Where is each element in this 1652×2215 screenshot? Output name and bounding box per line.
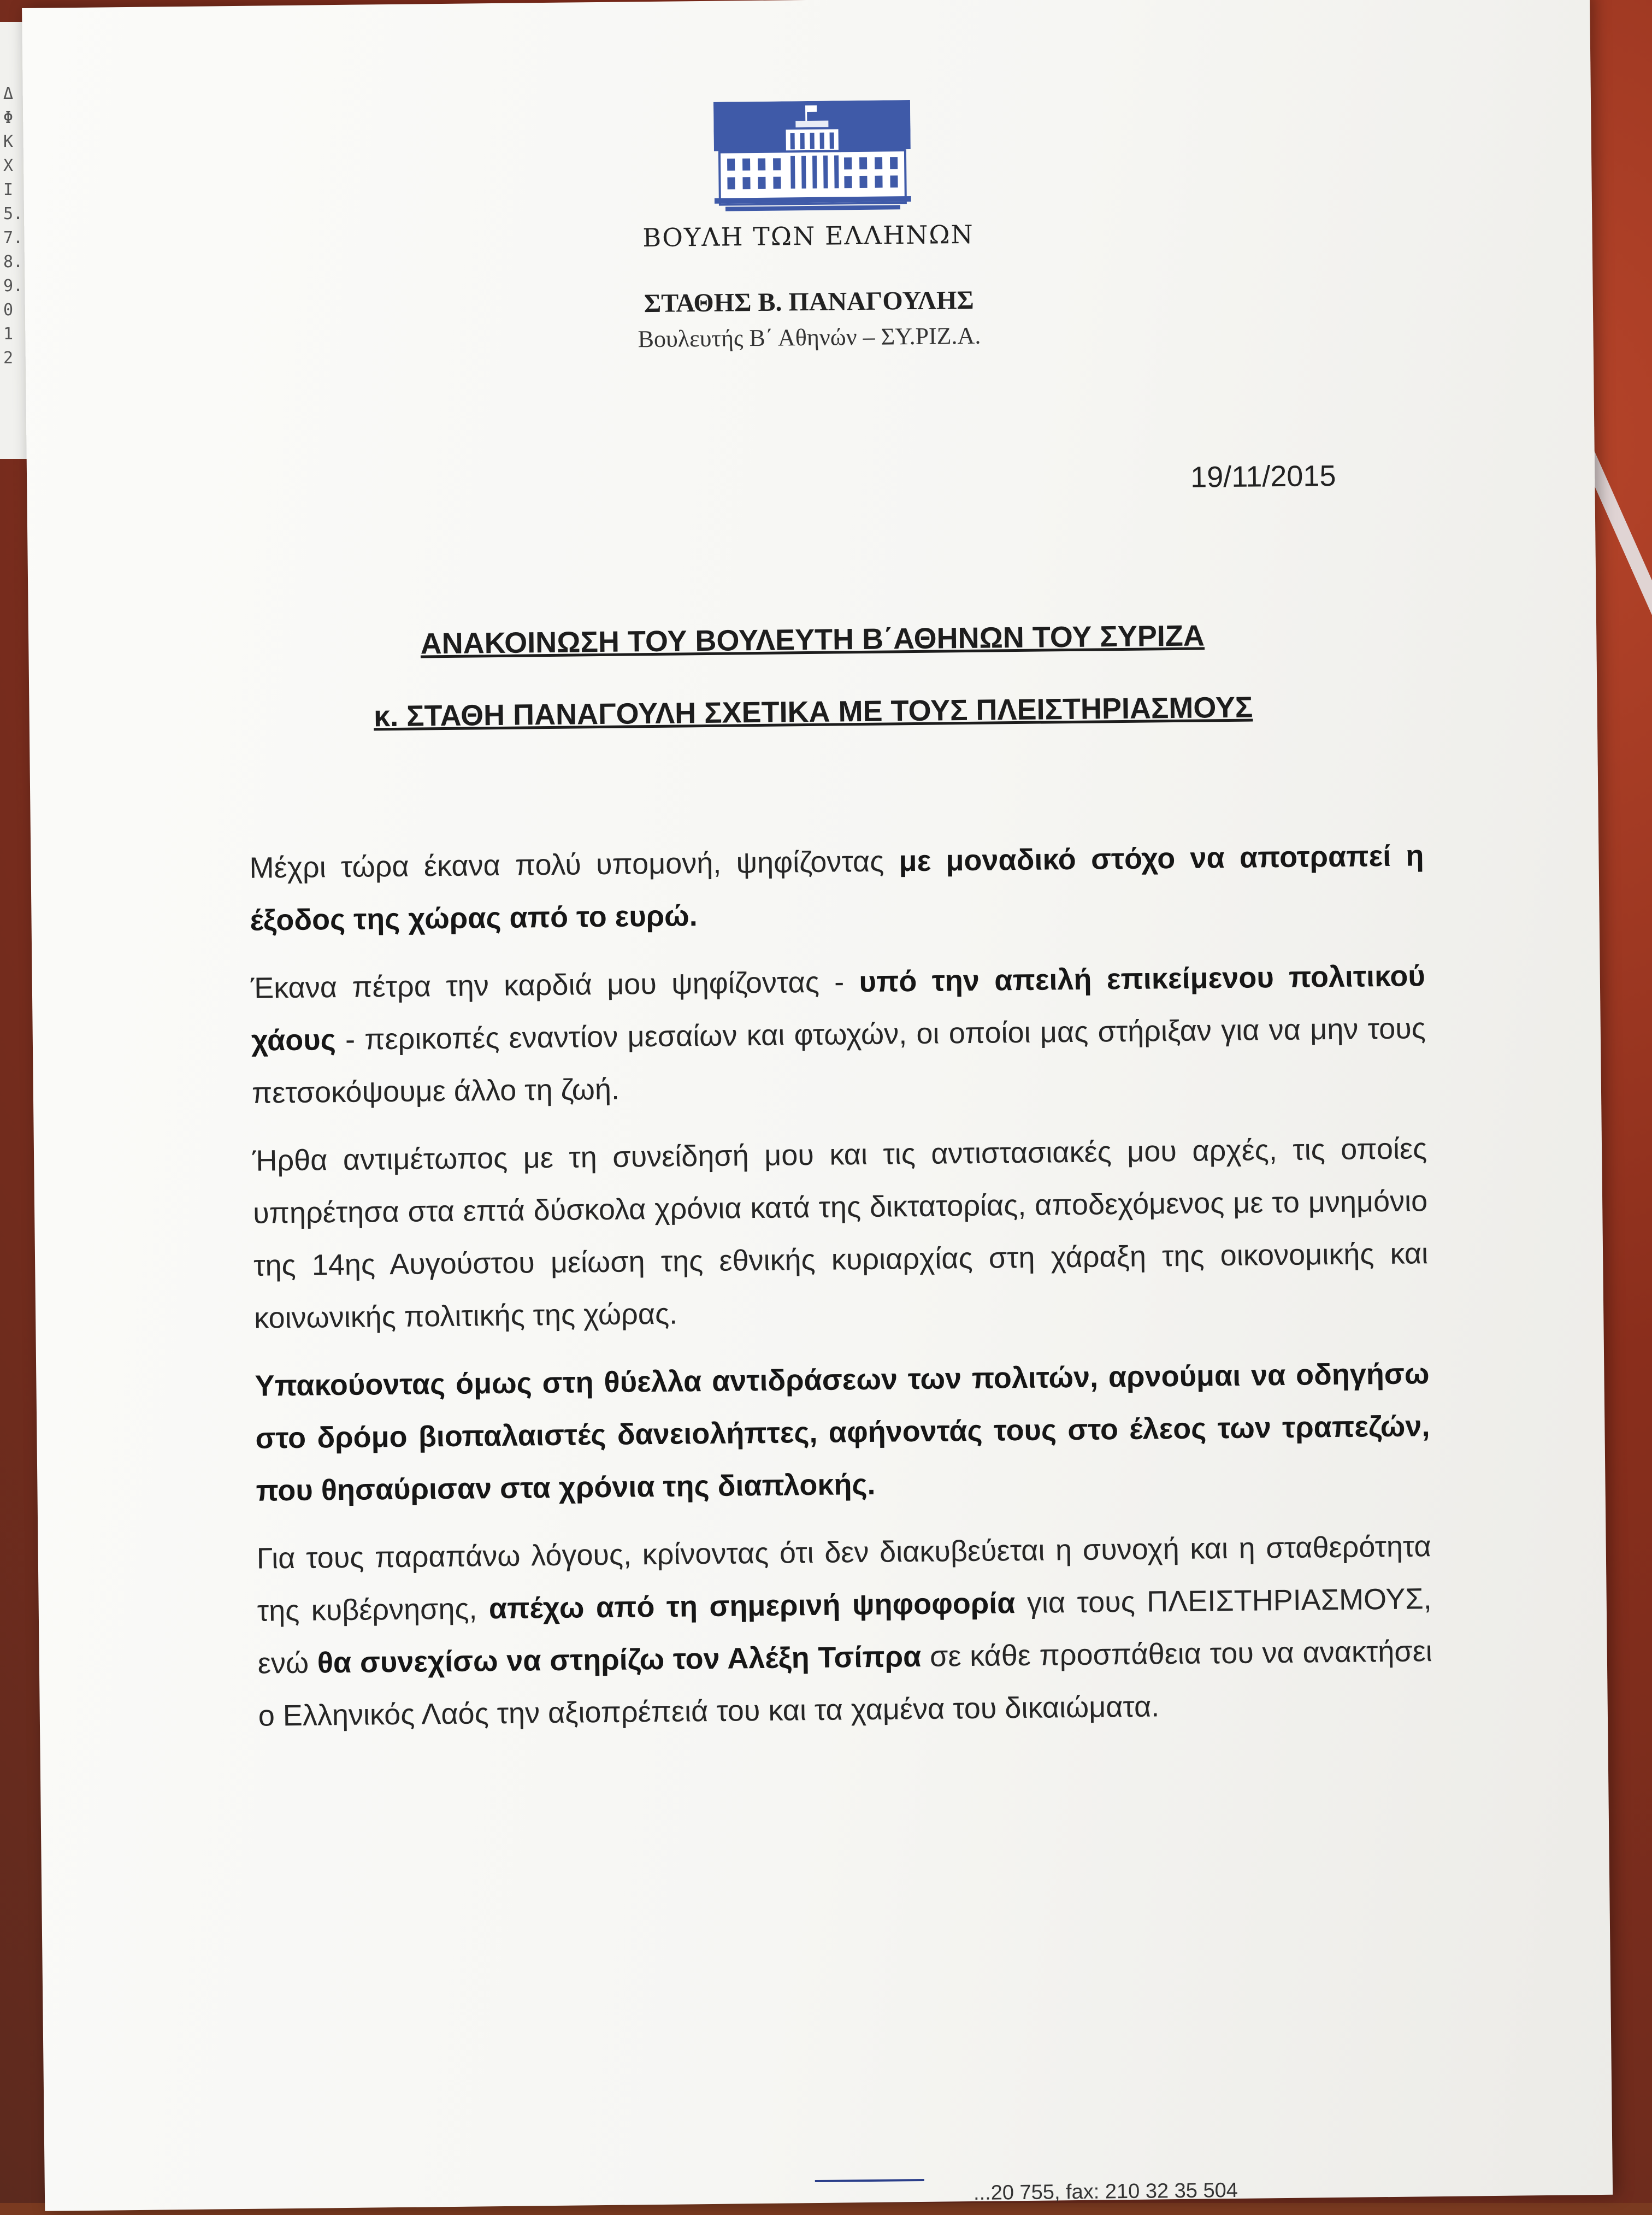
document-page: [22, 0, 1613, 2211]
paragraph-bold-text: Υπακούοντας όμως στη θύελλα αντιδράσεων των πολιτών, αρνούμαι να οδηγήσω στο δρόμο βιοπαλαιστές δανειολήπτες, αφήνοντάς τους στο έλεος των τραπεζών, που θησαύρισαν στα χρόνια της διαπλοκής.: [255, 1357, 1430, 1507]
underlying-mark: Ι: [3, 180, 14, 199]
mp-title: Βουλευτής Β΄ Αθηνών – ΣΥ.ΡΙΖ.Α.: [638, 322, 981, 353]
underlying-mark: Χ: [3, 156, 14, 175]
paragraph-text: για τους ΠΛΕΙΣΤΗΡΙΑΣΜΟΥΣ, ενώ: [257, 1582, 1432, 1680]
announcement-heading-line1: ΑΝΑΚΟΙΝΩΣΗ ΤΟΥ ΒΟΥΛΕΥΤΗ Β΄ΑΘΗΝΩΝ ΤΟΥ ΣΥΡΙΖΑ: [420, 619, 1205, 661]
underlying-mark: Δ: [3, 84, 14, 103]
underlying-mark: 9.: [3, 276, 23, 296]
paragraph-bold-text: με μοναδικό στόχο να αποτραπεί η έξοδος της χώρας από το ευρώ.: [250, 839, 1424, 937]
paragraph-2: [250, 950, 1426, 1119]
paragraph-text: Για τους παραπάνω λόγους, κρίνοντας ότι δεν διακυβεύεται η συνοχή και η σταθερότητα της κυβέρνησης,: [256, 1530, 1432, 1628]
paragraph-3: [252, 1122, 1429, 1344]
paragraph-bold-text: θα συνεχίσω να στηρίζω τον Αλέξη Τσίπρα: [317, 1640, 922, 1680]
paragraph-text: σε κάθε προσπάθεια του να ανακτήσει ο Ελληνικός Λαός την αξιοπρέπειά του και τα χαμένα του δικαιώματα.: [258, 1635, 1433, 1733]
mp-name: ΣΤΑΘΗΣ Β. ΠΑΝΑΓΟΥΛΗΣ: [644, 285, 975, 319]
paragraph-text: Μέχρι τώρα έκανα πολύ υπομονή, ψηφίζοντας: [249, 845, 899, 885]
footer-contact: ...20 755, fax: 210 32 35 504: [973, 2178, 1238, 2205]
paragraph-text: Ήρθα αντιμέτωπος με τη συνείδησή μου και τις αντιστασιακές μου αρχές, τις οποίες υπηρέτησα στα επτά δύσκολα χρόνια κατά της δικτατορίας, αποδεχόμενος με το μνημόνιο της 14ης Αυγούστου μείωση της εθνικής κυριαρχίας στη χάραξη της οικονομικής και κοινωνικής πολιτικής της χώρας.: [252, 1132, 1429, 1335]
underlying-mark: 1: [3, 325, 14, 344]
document-date: 19/11/2015: [1190, 459, 1336, 494]
underlying-mark: 2: [3, 349, 14, 368]
organization-name: ΒΟΥΛΗ ΤΩΝ ΕΛΛΗΝΩΝ: [642, 219, 974, 253]
announcement-heading-line2: κ. ΣΤΑΘΗ ΠΑΝΑΓΟΥΛΗ ΣΧΕΤΙΚΑ ΜΕ ΤΟΥΣ ΠΛΕΙΣΤΗΡΙΑΣΜΟΥΣ: [373, 691, 1253, 733]
paragraph-text: Έκανα πέτρα την καρδιά μου ψηφίζοντας -: [250, 965, 859, 1005]
underlying-mark: Φ: [3, 108, 14, 127]
paragraph-1: [249, 829, 1425, 947]
footer-rule: [815, 2179, 924, 2182]
paragraph-text: - περικοπές εναντίον μεσαίων και φτωχών, οι οποίοι μας στήριξαν για να μην τους πετσοκόψουμε άλλο τη ζωή.: [251, 1012, 1426, 1110]
underlying-mark: 5.: [3, 204, 23, 223]
underlying-mark: Κ: [3, 132, 14, 151]
underlying-mark: 0: [3, 301, 14, 320]
parliament-building-icon: [713, 100, 911, 217]
paragraph-bold-text: υπό την απειλή επικείμενου πολιτικού χάους: [251, 959, 1426, 1057]
underlying-mark: 8.: [3, 252, 23, 272]
paragraph-5: [256, 1520, 1433, 1742]
paragraph-bold-text: απέχω από τη σημερινή ψηφοφορία: [488, 1587, 1016, 1625]
underlying-mark: 7.: [3, 228, 23, 248]
paragraph-4: [255, 1347, 1431, 1517]
announcement-body: [249, 829, 1433, 1757]
